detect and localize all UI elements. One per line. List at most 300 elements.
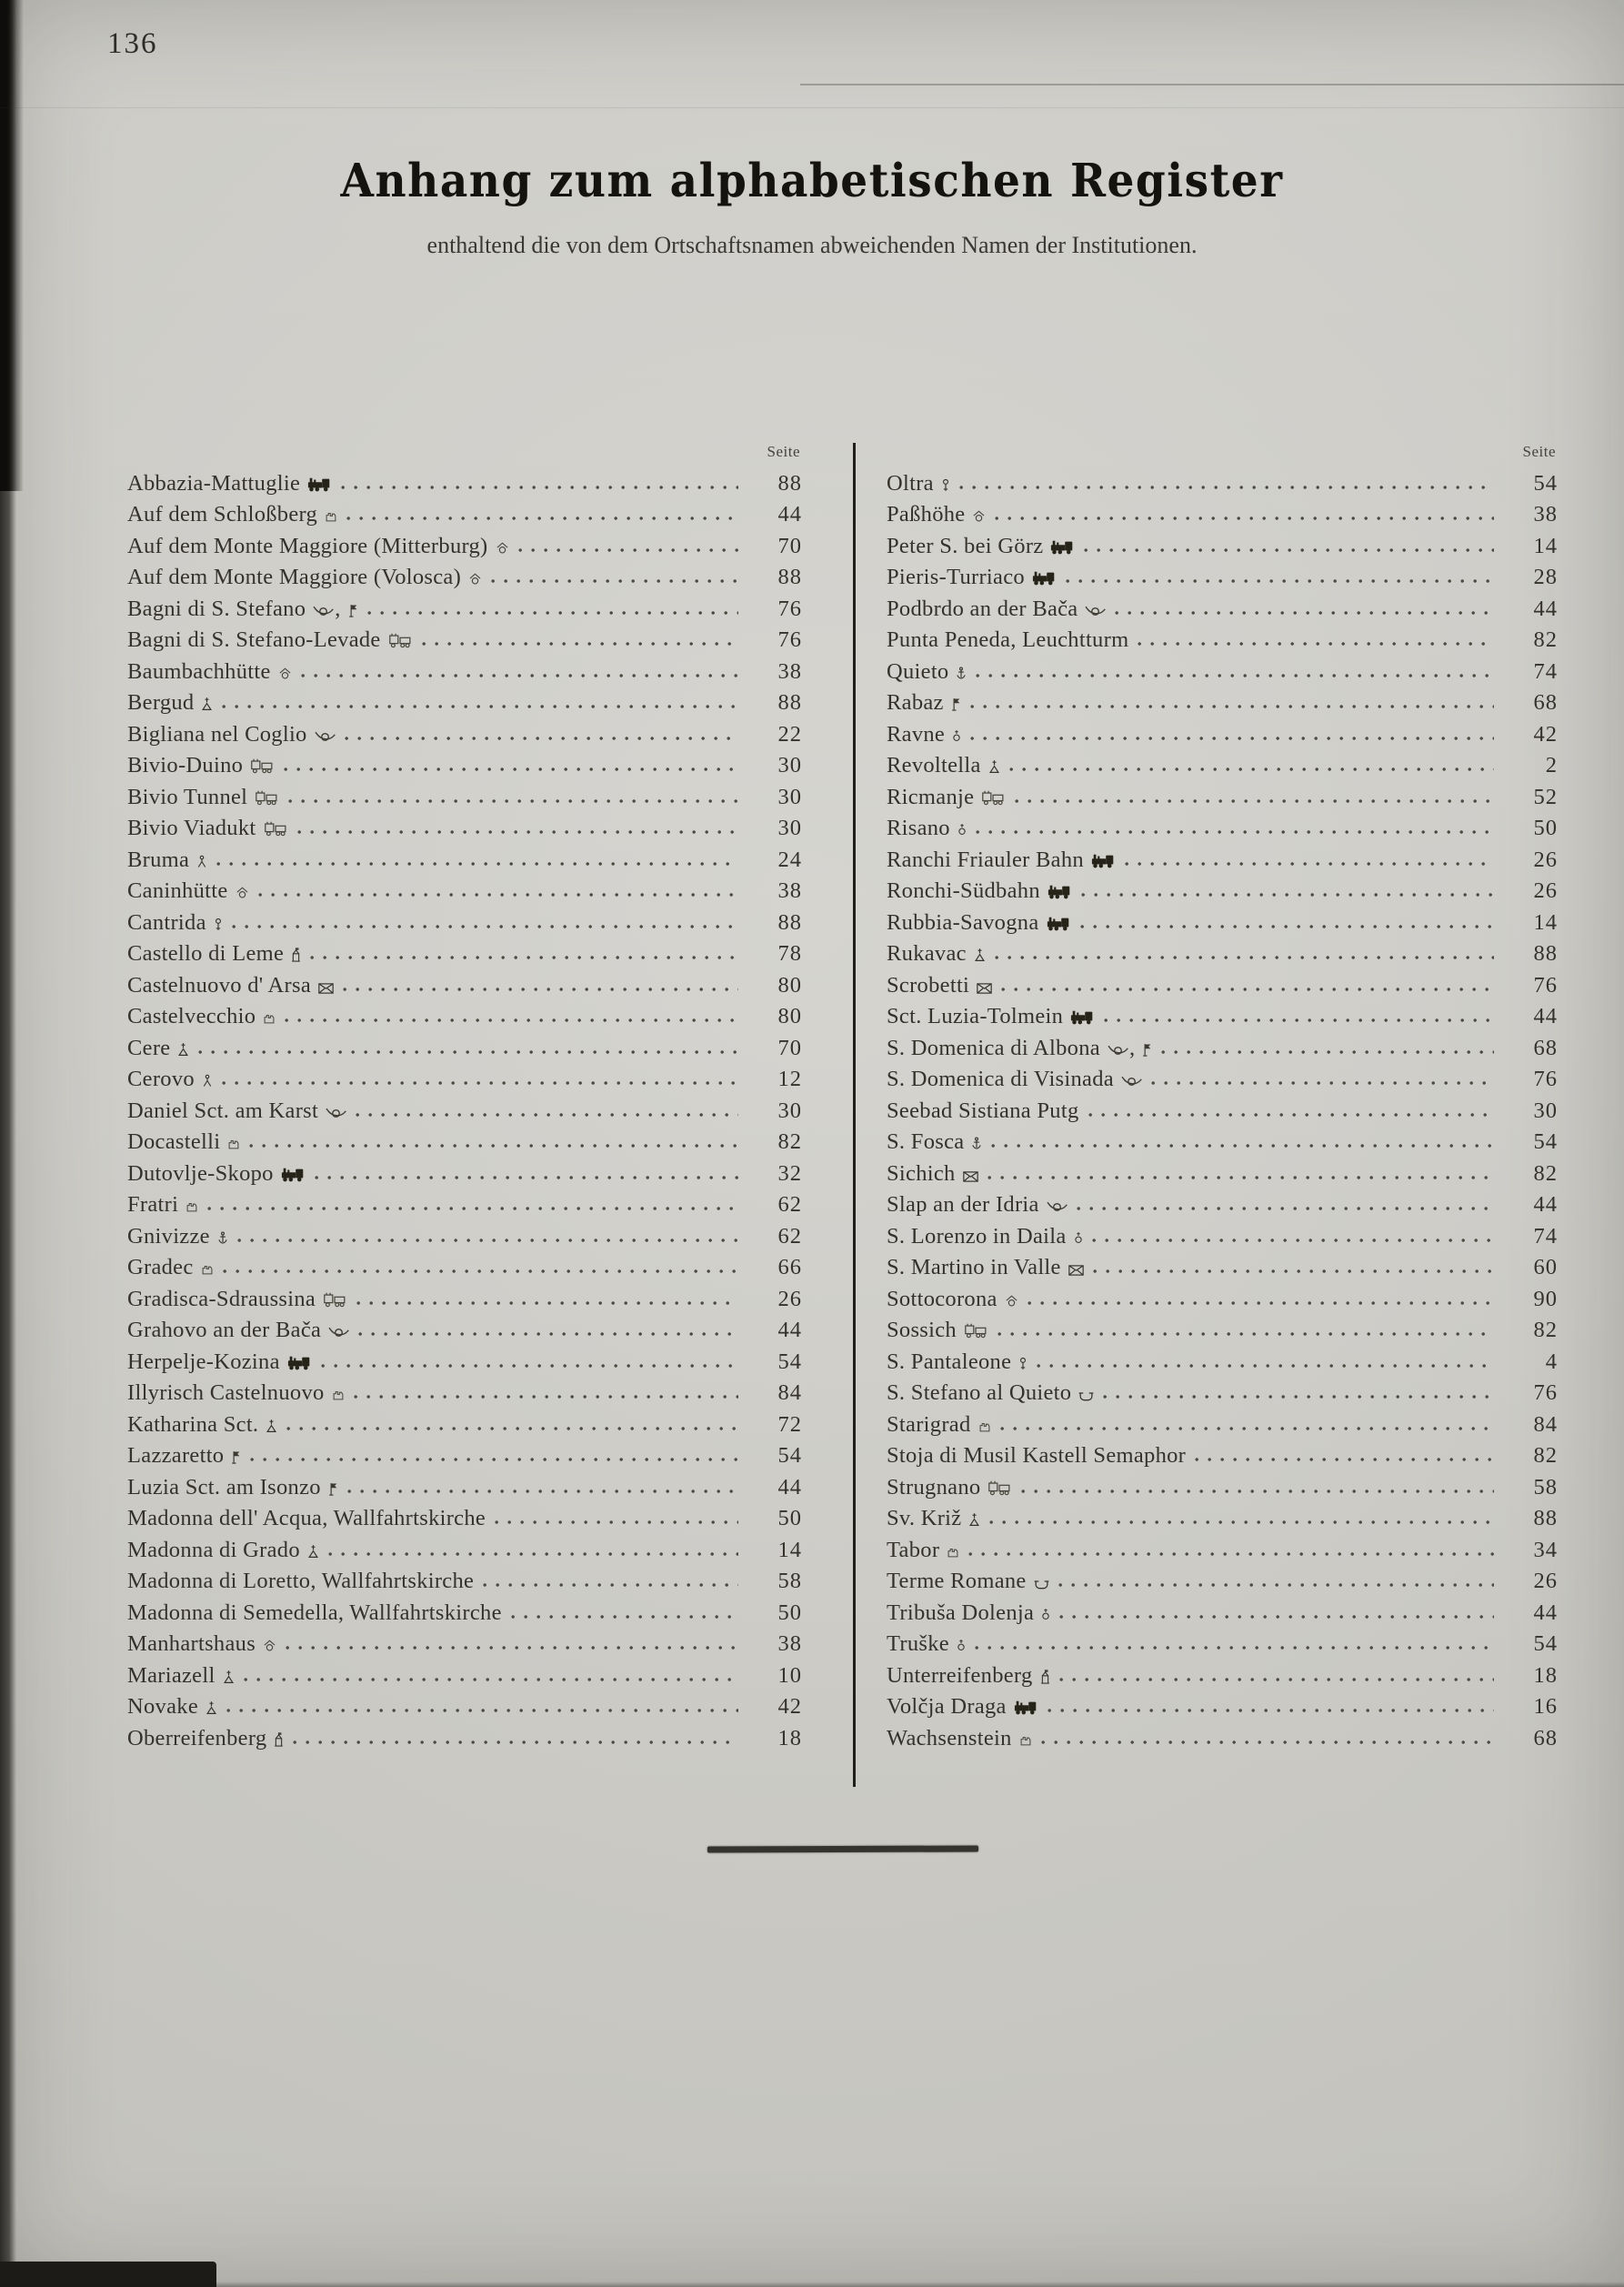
- place-name: Paßhöhe: [887, 502, 966, 527]
- spa-icon: [348, 597, 358, 622]
- place-name: Oltra: [887, 470, 934, 496]
- index-entry: [127, 1343, 802, 1375]
- post-office-icon: [977, 973, 992, 998]
- shelter-hut-icon: [263, 1631, 276, 1657]
- dot-leader: [1059, 1677, 1495, 1682]
- index-entry: [127, 873, 802, 905]
- church-icon: [201, 690, 213, 716]
- place-name: Herpelje-Kozina: [127, 1349, 280, 1374]
- entry-label: [127, 534, 509, 559]
- railway-icon: [1048, 878, 1072, 904]
- dot-leader: [1021, 1489, 1494, 1494]
- page-ref: 82: [777, 1129, 802, 1154]
- steam-tram-icon: [255, 785, 279, 810]
- entry-label: [127, 1694, 217, 1720]
- page-ref: 44: [777, 1474, 802, 1500]
- dot-leader: [1093, 1269, 1494, 1274]
- page-ref: 88: [777, 470, 802, 496]
- entry-label: [127, 785, 279, 810]
- entry-label: [887, 1036, 1152, 1061]
- entry-label: [127, 1506, 486, 1531]
- entry-label: [887, 1287, 1018, 1312]
- ruin-icon: [201, 1255, 214, 1280]
- index-entry: [127, 1563, 802, 1595]
- dot-leader: [1092, 1238, 1494, 1243]
- entry-label: [127, 1412, 277, 1438]
- index-entry: [127, 590, 802, 622]
- wayside-shrine-icon: [957, 1631, 966, 1657]
- dot-leader: [297, 829, 739, 835]
- page-number: 136: [107, 27, 158, 60]
- dot-leader: [975, 1645, 1494, 1650]
- page-ref: 44: [777, 1318, 802, 1342]
- index-entry: [887, 1531, 1558, 1563]
- semaphore-icon: [1018, 1349, 1028, 1375]
- page-ref: 76: [1533, 972, 1558, 998]
- church-icon: [266, 1412, 277, 1438]
- place-name: Lazzaretto: [127, 1443, 225, 1468]
- place-name: Slap an der Idria: [887, 1192, 1039, 1217]
- dot-leader: [1000, 1426, 1494, 1431]
- dot-leader: [1080, 924, 1494, 929]
- dot-leader: [1115, 610, 1494, 616]
- place-name: S. Stefano al Quieto: [887, 1380, 1072, 1405]
- page-ref: 74: [1533, 1223, 1558, 1249]
- page-ref: 14: [1533, 533, 1558, 558]
- dot-leader: [989, 1520, 1494, 1525]
- dot-leader: [1103, 1394, 1494, 1399]
- entry-label: [887, 1631, 966, 1657]
- index-entry: [127, 1312, 802, 1344]
- page-ref: 58: [777, 1569, 802, 1593]
- dot-leader: [518, 547, 738, 553]
- page-ref: 34: [1533, 1537, 1558, 1562]
- page-ref: 84: [777, 1380, 802, 1405]
- dot-leader: [987, 1175, 1494, 1180]
- page-ref: 70: [777, 533, 802, 558]
- index-entry: [127, 747, 802, 779]
- dot-leader: [1059, 1614, 1494, 1620]
- page-ref: 50: [1533, 816, 1558, 840]
- place-name: Sossich: [887, 1318, 957, 1342]
- entry-label: [127, 597, 358, 622]
- place-name: Madonna di Loretto, Wallfahrtskirche: [127, 1569, 475, 1593]
- page-ref: 30: [1533, 1098, 1558, 1123]
- semaphore-icon: [941, 471, 950, 497]
- entry-label: [127, 1631, 276, 1657]
- entry-label: [887, 785, 1006, 810]
- dot-leader: [341, 485, 738, 490]
- chapel-icon: [202, 1067, 213, 1092]
- place-name: Katharina Sct.: [127, 1411, 259, 1437]
- entry-label: [127, 502, 337, 527]
- entry-label: [127, 1349, 312, 1375]
- entry-label: [127, 1036, 189, 1061]
- index-entry: [127, 841, 802, 873]
- place-name: Ronchi-Südbahn: [887, 878, 1040, 903]
- page-ref: 14: [1533, 909, 1558, 935]
- index-entry: [127, 1500, 802, 1532]
- dot-leader: [1028, 1300, 1494, 1306]
- entry-label: [887, 690, 961, 716]
- page-ref: 30: [777, 784, 802, 809]
- entry-label: [127, 1161, 306, 1187]
- entry-label: [127, 1569, 474, 1594]
- dot-leader: [244, 1677, 738, 1682]
- dot-leader: [1037, 1363, 1494, 1369]
- entry-label: [127, 1443, 241, 1469]
- dot-leader: [286, 1645, 738, 1650]
- page-ref: 50: [777, 1600, 802, 1625]
- entry-label: [887, 973, 992, 998]
- place-name: Madonna dell' Acqua, Wallfahrtskirche: [127, 1506, 486, 1530]
- index-entry: [887, 1280, 1558, 1312]
- dot-leader: [1161, 1049, 1494, 1055]
- dot-leader: [207, 1206, 738, 1211]
- church-icon: [307, 1538, 319, 1563]
- dot-leader: [347, 1489, 738, 1494]
- entry-label: [887, 941, 986, 967]
- index-entry: [887, 936, 1558, 968]
- dot-leader: [1138, 641, 1494, 647]
- entry-label: [887, 1129, 982, 1155]
- entry-label: [127, 1287, 347, 1312]
- dot-leader: [237, 1238, 738, 1243]
- page-ref: 32: [777, 1160, 802, 1186]
- page-ref: 54: [1533, 470, 1558, 496]
- dot-leader: [976, 829, 1494, 835]
- page-ref: 82: [1533, 1318, 1558, 1342]
- page-ref: 88: [1533, 941, 1558, 966]
- index-entry: [887, 622, 1558, 654]
- shelter-hut-icon: [468, 565, 482, 590]
- page-ref: 30: [777, 753, 802, 777]
- index-entry: [127, 1594, 802, 1626]
- anchor-icon: [217, 1224, 228, 1249]
- index-entry: [887, 1155, 1558, 1187]
- steam-tram-icon: [981, 785, 1006, 810]
- shelter-hut-icon: [496, 534, 509, 559]
- place-name: Auf dem Schloßberg: [127, 502, 318, 527]
- icon-separator: ,: [1128, 1035, 1136, 1060]
- ruin-icon: [227, 1129, 240, 1155]
- index-entry: [127, 967, 802, 998]
- scan-artifact-line: [800, 84, 1624, 85]
- wayside-shrine-icon: [1074, 1224, 1083, 1249]
- page-ref: 76: [1533, 1067, 1558, 1091]
- dot-leader: [301, 673, 738, 678]
- index-column-left: [127, 443, 802, 1751]
- page-ref: 2: [1545, 753, 1558, 777]
- page-ref: 88: [777, 690, 802, 715]
- spa-icon: [951, 690, 961, 716]
- dot-leader: [1077, 1206, 1494, 1211]
- page-ref: 88: [1533, 1506, 1558, 1530]
- dot-leader: [358, 1331, 738, 1337]
- page-ref: 38: [777, 1631, 802, 1656]
- page-ref: 54: [1533, 1631, 1558, 1656]
- entry-label: [127, 753, 275, 778]
- page-ref: 68: [1533, 690, 1558, 715]
- scan-artifact-line-faint: [0, 107, 1624, 108]
- place-name: Dutovlje-Skopo: [127, 1160, 274, 1186]
- entry-label: [127, 471, 332, 497]
- place-name: Auf dem Monte Maggiore (Volosca): [127, 565, 462, 589]
- page-ref: 58: [1533, 1474, 1558, 1500]
- icon-separator: ,: [335, 596, 341, 621]
- place-name: Bagni di S. Stefano: [127, 596, 306, 621]
- index-entry: [887, 1657, 1558, 1689]
- entry-label: [127, 1538, 319, 1563]
- place-name: Abbazia-Mattuglie: [127, 470, 301, 496]
- place-name: Truške: [887, 1631, 949, 1656]
- dot-leader: [1151, 1080, 1494, 1086]
- place-name: Gnivizze: [127, 1223, 210, 1249]
- index-entry: [127, 622, 802, 654]
- entry-label: [127, 659, 292, 685]
- page-subtitle: enthaltend die von dem Ortschaftsnamen abweichenden Namen der Institutionen.: [426, 232, 1198, 258]
- index-entry: [127, 1124, 802, 1156]
- page-ref: 22: [777, 721, 802, 747]
- place-name: Gradisca-Sdraussina: [127, 1286, 316, 1311]
- index-entry: [887, 653, 1558, 685]
- dot-leader: [293, 1740, 738, 1745]
- dot-leader: [285, 1018, 738, 1023]
- dot-leader: [495, 1520, 738, 1525]
- church-icon: [206, 1694, 217, 1720]
- place-name: Scrobetti: [887, 972, 970, 998]
- index-entry: [127, 810, 802, 842]
- dot-leader: [511, 1614, 738, 1620]
- place-name: Ricmanje: [887, 784, 975, 809]
- index-entry: [127, 1249, 802, 1281]
- page-ref: 26: [1533, 847, 1558, 872]
- wayside-shrine-icon: [957, 816, 967, 841]
- dot-leader: [345, 736, 738, 741]
- place-name: Bivio Tunnel: [127, 784, 248, 809]
- railway-icon: [307, 471, 332, 497]
- page-ref: 70: [777, 1035, 802, 1060]
- post-horn-icon: [1121, 1067, 1142, 1092]
- page-ref: 80: [777, 1004, 802, 1028]
- entry-label: [127, 973, 334, 998]
- index-entry: [887, 1500, 1558, 1532]
- entry-label: [887, 1161, 978, 1187]
- place-name: Bivio Viadukt: [127, 816, 256, 840]
- index-entry: [887, 1375, 1558, 1407]
- page-ref: 50: [777, 1506, 802, 1530]
- page-ref: 62: [777, 1223, 802, 1249]
- page-ref: 16: [1533, 1694, 1558, 1719]
- post-horn-icon: [313, 597, 334, 622]
- entry-label: [127, 1663, 235, 1689]
- entry-label: [127, 1600, 502, 1626]
- index-entry: [887, 778, 1558, 810]
- dot-leader: [995, 516, 1494, 521]
- dot-leader: [970, 704, 1494, 709]
- entry-label: [127, 1475, 338, 1500]
- steam-tram-icon: [323, 1287, 347, 1312]
- entry-label: [887, 1380, 1094, 1406]
- dot-leader: [1084, 547, 1494, 553]
- index-entry: [127, 1187, 802, 1219]
- index-entry: [127, 497, 802, 528]
- post-office-icon: [318, 973, 334, 998]
- page-ref: 82: [1533, 1160, 1558, 1186]
- place-name: Oberreifenberg: [127, 1725, 267, 1750]
- entry-label: [887, 565, 1057, 590]
- index-entry: [887, 1469, 1558, 1500]
- place-name: Castello di Leme: [127, 941, 285, 966]
- bath-icon: [1078, 1380, 1094, 1406]
- dot-leader: [991, 1143, 1494, 1149]
- place-name: Bagni di S. Stefano-Levade: [127, 627, 381, 652]
- entry-label: [887, 1694, 1038, 1720]
- place-name: Bivio-Duino: [127, 753, 244, 777]
- steam-tram-icon: [388, 627, 413, 653]
- index-entry: [887, 1187, 1558, 1219]
- page-ref: 30: [777, 816, 802, 840]
- dot-leader: [286, 1426, 738, 1431]
- church-icon: [968, 1506, 980, 1531]
- railway-icon: [1032, 565, 1057, 590]
- index-entry: [127, 1438, 802, 1469]
- entry-label: [887, 1224, 1083, 1249]
- entry-label: [887, 1192, 1068, 1218]
- place-name: Strugnano: [887, 1474, 981, 1500]
- page-ref: 74: [1533, 658, 1558, 684]
- post-office-icon: [963, 1161, 978, 1187]
- entry-label: [127, 1129, 240, 1155]
- page-ref: 82: [1533, 1443, 1558, 1468]
- spa-icon: [1142, 1036, 1152, 1061]
- page-ref: 42: [1533, 721, 1558, 747]
- entry-label: [127, 910, 223, 936]
- place-name: Tabor: [887, 1537, 940, 1562]
- page-ref: 14: [777, 1537, 802, 1562]
- page-edge-shadow: [0, 2282, 1624, 2287]
- place-name: Revoltella: [887, 753, 981, 777]
- place-name: Castelnuovo d' Arsa: [127, 972, 312, 998]
- entry-label: [127, 848, 207, 873]
- entry-label: [127, 1224, 228, 1249]
- page-ref: 66: [777, 1255, 802, 1279]
- place-name: Novake: [127, 1694, 198, 1719]
- page-ref: 54: [1533, 1129, 1558, 1154]
- place-name: Fratri: [127, 1192, 179, 1217]
- column-divider-rule: [853, 443, 856, 1787]
- dot-leader: [1009, 767, 1494, 772]
- dot-leader: [976, 673, 1494, 678]
- index-entry: [887, 967, 1558, 998]
- entry-label: [127, 1726, 284, 1751]
- index-entry: [887, 1249, 1558, 1281]
- railway-icon: [1047, 910, 1071, 936]
- index-entry: [127, 1375, 802, 1407]
- dot-leader: [284, 767, 738, 772]
- page-ref: 44: [777, 502, 802, 527]
- entry-label: [887, 1412, 991, 1438]
- place-name: Madonna di Grado: [127, 1537, 300, 1562]
- post-horn-icon: [1085, 597, 1106, 622]
- dot-leader: [483, 1582, 738, 1588]
- dot-leader: [310, 955, 738, 960]
- entry-label: [887, 471, 950, 497]
- dot-leader: [968, 1551, 1494, 1557]
- page-ref: 38: [777, 878, 802, 903]
- entry-label: [127, 816, 288, 841]
- place-name: Peter S. bei Görz: [887, 533, 1044, 558]
- place-name: Cerovo: [127, 1067, 195, 1091]
- tower-icon: [1040, 1663, 1050, 1689]
- entry-label: [127, 1067, 213, 1092]
- dot-leader: [1066, 578, 1494, 584]
- ruin-icon: [1019, 1726, 1032, 1751]
- dot-leader: [315, 1175, 738, 1180]
- place-name: Bergud: [127, 690, 195, 715]
- index-entry: [887, 1061, 1558, 1093]
- entry-label: [127, 1098, 346, 1124]
- steam-tram-icon: [987, 1475, 1012, 1500]
- index-entry: [887, 747, 1558, 779]
- shelter-hut-icon: [278, 659, 292, 685]
- post-office-icon: [1068, 1255, 1084, 1280]
- entry-label: [127, 878, 249, 904]
- page-ref: 28: [1533, 565, 1558, 589]
- page-ref: 24: [777, 847, 802, 872]
- entry-label: [887, 1600, 1050, 1626]
- entry-label: [887, 1569, 1049, 1594]
- entry-label: [887, 722, 961, 747]
- index-entry: [127, 1061, 802, 1093]
- index-column-right: [887, 443, 1558, 1751]
- entry-label: [887, 1349, 1028, 1375]
- post-horn-icon: [1047, 1192, 1068, 1218]
- dot-leader: [1081, 892, 1494, 898]
- index-entry: [887, 1438, 1558, 1469]
- entry-label: [127, 690, 213, 716]
- ruin-icon: [332, 1380, 345, 1406]
- index-entry: [127, 936, 802, 968]
- place-name: Sichich: [887, 1160, 956, 1186]
- place-name: Bruma: [127, 847, 190, 872]
- index-entry: [887, 497, 1558, 528]
- place-name: Cere: [127, 1035, 171, 1060]
- shelter-hut-icon: [236, 878, 249, 904]
- index-entry: [127, 716, 802, 747]
- page-ref: 60: [1533, 1255, 1558, 1279]
- entry-label: [127, 1380, 345, 1406]
- place-name: Ravne: [887, 721, 946, 747]
- place-name: Unterreifenberg: [887, 1662, 1033, 1688]
- index-entry: [887, 716, 1558, 747]
- dot-leader: [1195, 1457, 1494, 1462]
- index-entry: [127, 1531, 802, 1563]
- dot-leader: [422, 641, 738, 647]
- entry-label: [887, 1538, 959, 1563]
- index-entry: [887, 998, 1558, 1030]
- entry-label: [887, 816, 967, 841]
- entry-label: [887, 1475, 1012, 1500]
- steam-tram-icon: [964, 1318, 988, 1343]
- page-ref: 44: [1533, 1004, 1558, 1028]
- place-name: Bigliana nel Coglio: [127, 721, 307, 747]
- dot-leader: [995, 955, 1494, 960]
- index-entry: [127, 904, 802, 936]
- place-name: Podbrdo an der Bača: [887, 596, 1078, 621]
- page-ref: 52: [1533, 784, 1558, 809]
- entry-label: [887, 1663, 1050, 1689]
